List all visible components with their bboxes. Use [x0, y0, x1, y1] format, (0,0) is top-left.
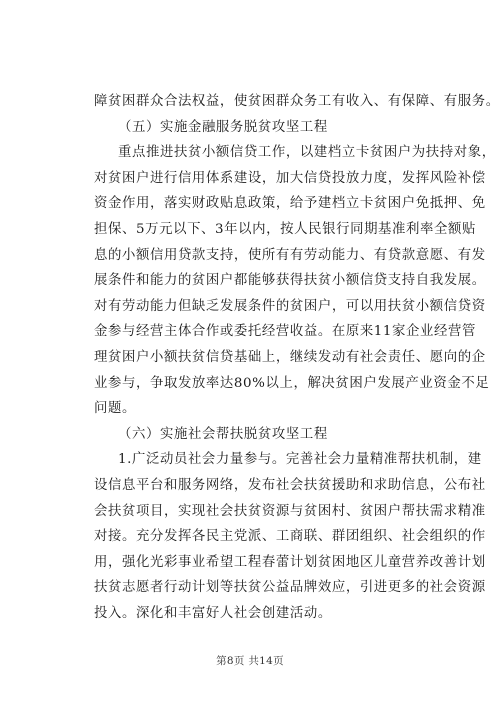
paragraph-line: 业参与，争取发放率达80%以上，解决贫困户发展产业资金不足	[94, 375, 490, 391]
paragraph-line: 担保、5万元以下、3年以内，按人民银行同期基准利率全额贴	[94, 222, 476, 237]
section-heading: （五）实施金融服务脱贫攻坚工程	[118, 119, 328, 135]
paragraph-line: 扶贫志愿者行动计划等扶贫公益品牌效应，引进更多的社会资源	[94, 580, 486, 596]
page-number: 第8页 共14页	[216, 655, 284, 667]
section-heading: （六）实施社会帮扶脱贫攻坚工程	[118, 426, 328, 442]
paragraph-line: 展条件和能力的贫困户都能够获得扶贫小额信贷支持自我发展。	[94, 273, 486, 289]
paragraph-line: 息的小额信用贷款支持，使所有有劳动能力、有贷款意愿、有发	[94, 247, 486, 263]
paragraph-line: 障贫困群众合法权益，使贫困群众务工有收入、有保障、有服务。	[94, 94, 500, 109]
paragraph-line: 重点推进扶贫小额信贷工作，以建档立卡贫困户为扶持对象，	[118, 145, 496, 161]
paragraph-line: 资金作用，落实财政贴息政策，给予建档立卡贫困户免抵押、免	[94, 196, 486, 212]
paragraph-line: 1.广泛动员社会力量参与。完善社会力量精准帮扶机制，建	[118, 452, 482, 468]
paragraph-line: 对接。充分发挥各民主党派、工商联、群团组织、社会组织的作	[94, 529, 486, 545]
paragraph-line: 金参与经营主体合作或委托经营收益。在原来11家企业经营管	[94, 324, 476, 340]
paragraph-line: 投入。深化和丰富好人社会创建活动。	[94, 606, 332, 621]
paragraph-line: 对贫困户进行信用体系建设，加大信贷投放力度，发挥风险补偿	[94, 170, 486, 186]
paragraph-line: 用，强化光彩事业希望工程春蕾计划贫困地区儿童营养改善计划	[94, 554, 486, 570]
paragraph-line: 理贫困户小额扶贫信贷基础上，继续发动有社会责任、愿向的企	[94, 350, 486, 365]
paragraph-line: 设信息平台和服务网络，发布社会扶贫援助和求助信息，公布社	[94, 478, 486, 493]
paragraph-line: 对有劳动能力但缺乏发展条件的贫困户，可以用扶贫小额信贷资	[94, 298, 486, 314]
paragraph-line: 会扶贫项目，实现社会扶贫资源与贫困村、贫困户帮扶需求精准	[94, 503, 486, 519]
paragraph-line: 问题。	[94, 401, 136, 417]
